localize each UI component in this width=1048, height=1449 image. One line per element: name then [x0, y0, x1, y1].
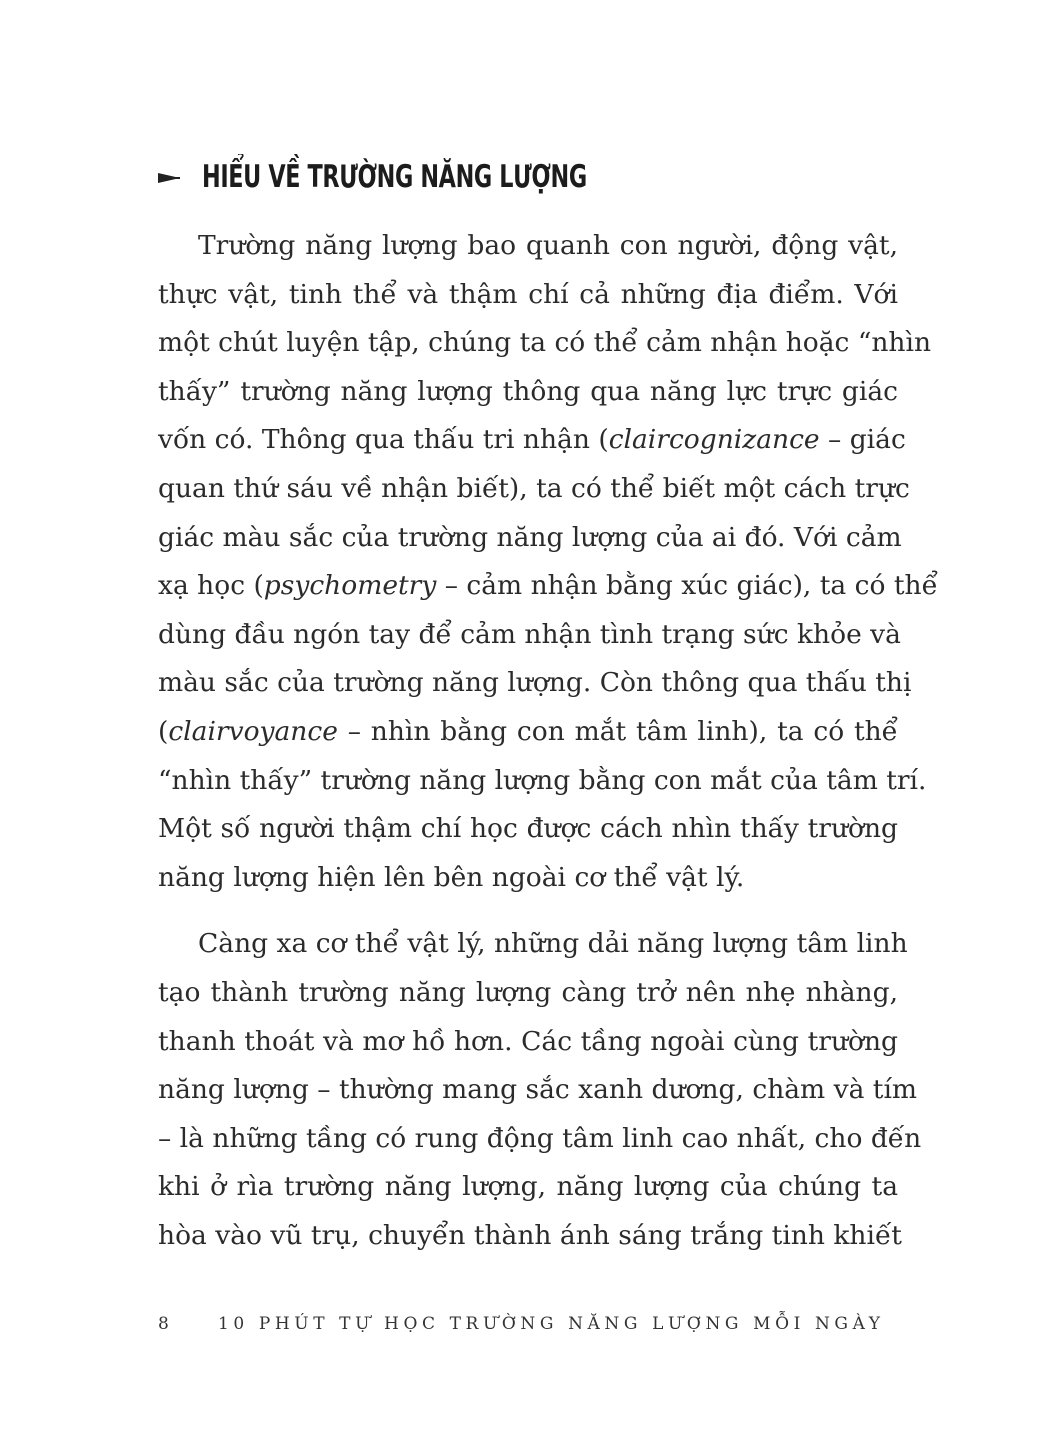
- section-heading: [158, 152, 898, 202]
- text-segment: xạ học (: [158, 570, 264, 602]
- arrow-bullet-icon: [158, 173, 180, 183]
- text-segment: vốn có. Thông qua thấu tri nhận (: [158, 424, 609, 456]
- section-heading-text: HIỂU VỀ TRƯỜNG NĂNG LƯỢNG: [202, 159, 587, 195]
- text-segment: – giác: [819, 424, 906, 456]
- text-line: màu sắc của trường năng lượng. Còn thông qua thấu thị: [158, 667, 912, 699]
- text-line: hòa vào vũ trụ, chuyển thành ánh sáng trắng tinh khiết: [158, 1219, 902, 1251]
- text-line: năng lượng hiện lên bên ngoài cơ thể vật lý.: [158, 861, 745, 893]
- page-number: 8: [158, 1314, 169, 1334]
- running-title: 10 PHÚT TỰ HỌC TRƯỜNG NĂNG LƯỢNG MỖI NGÀY: [218, 1314, 885, 1334]
- text-line: – là những tầng có rung động tâm linh cao nhất, cho đến: [158, 1122, 922, 1154]
- text-line: [158, 708, 898, 757]
- page-footer: [158, 1309, 898, 1339]
- text-segment: – nhìn bằng con mắt tâm linh), ta có thể: [337, 715, 898, 747]
- text-line: giác màu sắc của trường năng lượng của ai đó. Với cảm: [158, 521, 902, 553]
- text-line: [158, 562, 938, 611]
- text-segment: – cảm nhận bằng xúc giác), ta có thể: [436, 570, 938, 602]
- text-line: Một số người thậm chí học được cách nhìn thấy trường: [158, 813, 898, 845]
- text-line: thấy” trường năng lượng thông qua năng lực trực giác: [158, 375, 898, 407]
- text-line: thực vật, tinh thể và thậm chí cả những địa điểm. Với: [158, 278, 898, 310]
- text-line: dùng đầu ngón tay để cảm nhận tình trạng sức khỏe và: [158, 618, 901, 650]
- italic-term: clairvoyance: [168, 715, 338, 747]
- text-segment: (: [158, 715, 169, 747]
- italic-term: claircognizance: [608, 424, 820, 456]
- text-line: quan thứ sáu về nhận biết), ta có thể biết một cách trực: [158, 472, 910, 504]
- text-line: tạo thành trường năng lượng càng trở nên nhẹ nhàng,: [158, 976, 898, 1008]
- text-line: Càng xa cơ thể vật lý, những dải năng lượng tâm linh: [198, 928, 908, 960]
- text-line: Trường năng lượng bao quanh con người, động vật,: [198, 230, 898, 261]
- text-line: “nhìn thấy” trường năng lượng bằng con mắt của tâm trí.: [158, 764, 927, 796]
- text-line: một chút luyện tập, chúng ta có thể cảm nhận hoặc “nhìn: [158, 327, 932, 359]
- italic-term: psychometry: [263, 570, 437, 602]
- paragraph-2: [158, 920, 922, 1260]
- body-text: [158, 222, 938, 1260]
- paragraph-1: [158, 222, 938, 902]
- text-line: khi ở rìa trường năng lượng, năng lượng của chúng ta: [158, 1171, 898, 1203]
- text-line: [158, 416, 906, 465]
- text-line: thanh thoát và mơ hồ hơn. Các tầng ngoài cùng trường: [158, 1025, 898, 1057]
- text-line: năng lượng – thường mang sắc xanh dương, chàm và tím: [158, 1074, 918, 1106]
